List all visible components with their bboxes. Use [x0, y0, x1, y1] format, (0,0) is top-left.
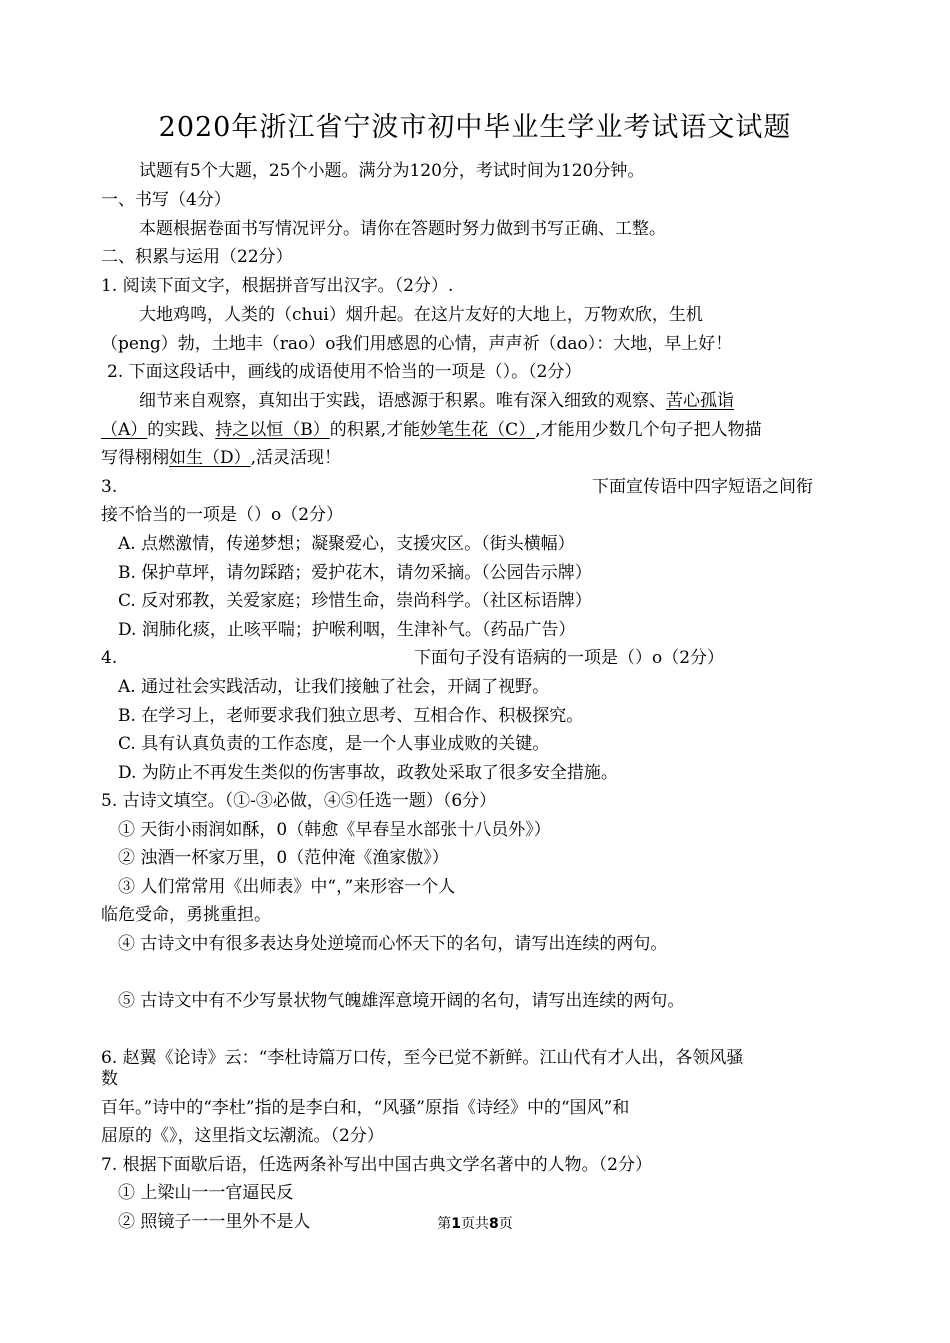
q4-number: 4. — [101, 648, 118, 668]
q5-item-1: ① 天街小雨润如酥，0（韩愈《早春呈水部张十八员外》） — [118, 820, 551, 840]
q2-idiom-d: 如生（D） — [169, 448, 251, 468]
section1-body: 本题根据卷面书写情况评分。请你在答题时努力做到书写正确、工整。 — [139, 219, 666, 239]
section2-heading: 二、积累与运用（22分） — [101, 247, 293, 267]
q2-passage-line2 — [101, 418, 762, 442]
q6-line2: 百年。”诗中的“李杜”指的是李白和，“风骚”原指《诗经》中的“国风”和 — [101, 1098, 630, 1118]
q3-number: 3. — [101, 477, 118, 497]
q2-passage-line1 — [139, 389, 734, 413]
q2-idiom-a-label: （A） — [101, 420, 148, 440]
q7-item-2: ② 照镜子一一里外不是人 — [118, 1212, 311, 1232]
q7-item-1: ① 上梁山一一官逼民反 — [118, 1183, 294, 1203]
q2-line3-text2: ,活灵活现！ — [250, 448, 342, 468]
intro-text: 试题有5个大题，25个小题。满分为120分，考试时间为120分钟。 — [139, 161, 645, 181]
footer-total-pages: 8 — [489, 1216, 499, 1232]
q6-line1: 6. 赵翼《论诗》云：“李杜诗篇万口传，至今已觉不新鲜。江山代有才人出，各领风骚 — [101, 1048, 744, 1068]
footer-prefix: 第 — [437, 1216, 452, 1232]
section1-heading: 一、书写（4分） — [101, 190, 231, 210]
q2-line2-text2: 的积累,才能 — [329, 420, 421, 440]
q6-line1-wrap: 数 — [101, 1069, 118, 1089]
q2-stem: 2. 下面这段话中，画线的成语使用不恰当的一项是（）。（2分） — [107, 362, 582, 382]
q3-option-c: C. 反对邪教，关爱家庭；珍惜生命，崇尚科学。（社区标语牌） — [118, 591, 592, 611]
q2-idiom-b: 持之以恒（B） — [215, 420, 330, 440]
q3-option-a: A. 点燃激情，传递梦想；凝聚爱心，支援灾区。（街头横幅） — [118, 534, 575, 554]
exam-title: 2020年浙江省宁波市初中毕业生学业考试语文试题 — [158, 112, 792, 143]
q3-stem-part2: 接不恰当的一项是（）o（2分） — [101, 505, 344, 525]
q6-line3: 屈原的《》，这里指文坛潮流。（2分） — [101, 1126, 384, 1146]
q3-option-d: D. 润肺化痰，止咳平喘；护喉利咽，生津补气。（药品广告） — [118, 620, 576, 640]
q2-line1-text: 细节来自观察，真知出于实践，语感源于积累。唯有深入细致的观察、 — [139, 391, 666, 411]
footer-page-number: 1 — [451, 1216, 461, 1232]
q2-idiom-c: 妙笔生花（C） — [420, 420, 536, 440]
q3-option-b: B. 保护草坪，请勿踩踏；爱护花木，请勿采摘。（公园告示牌） — [118, 563, 592, 583]
q4-option-a: A. 通过社会实践活动，让我们接触了社会，开阔了视野。 — [118, 677, 550, 697]
q1-text-line2: （peng）勃，土地丰（rao）o我们用感恩的心情，声声祈（dao）：大地，早上好！ — [101, 334, 733, 354]
q5-item-3: ③ 人们常常用《出师表》中“，”来形容一个人 — [118, 877, 456, 897]
q2-passage-line3 — [101, 446, 341, 470]
q2-line3-text1: 写得栩栩 — [101, 448, 169, 468]
q2-line2-text1: 的实践、 — [147, 420, 216, 440]
q5-item-2: ② 浊酒一杯家万里，0（范仲淹《渔家傲》） — [118, 848, 449, 868]
q5-stem: 5. 古诗文填空。（①-③必做，④⑤任选一题）（6分） — [101, 791, 497, 811]
q7-stem: 7. 根据下面歇后语，任选两条补写出中国古典文学名著中的人物。（2分） — [101, 1155, 652, 1175]
q5-item-5: ⑤ 古诗文中有不少写景状物气魄雄浑意境开阔的名句，请写出连续的两句。 — [118, 991, 685, 1011]
footer-middle: 页共 — [461, 1216, 489, 1232]
q5-item-4: ④ 古诗文中有很多表达身处逆境而心怀天下的名句，请写出连续的两句。 — [118, 934, 668, 954]
q3-stem-part1: 下面宣传语中四字短语之间衔 — [592, 477, 813, 497]
page-footer — [0, 1214, 950, 1234]
q4-stem: 下面句子没有语病的一项是（）o（2分） — [414, 648, 725, 668]
q4-option-b: B. 在学习上，老师要求我们独立思考、互相合作、积极探究。 — [118, 706, 584, 726]
q2-line2-text3: ,才能用少数几个句子把人物描 — [535, 420, 762, 440]
footer-suffix: 页 — [498, 1216, 513, 1232]
q5-item-3-cont: 临危受命，勇挑重担。 — [101, 905, 271, 925]
q1-stem: 1. 阅读下面文字，根据拼音写出汉字。（2分）. — [101, 276, 454, 296]
q4-option-d: D. 为防止不再发生类似的伤害事故，政教处采取了很多安全措施。 — [118, 763, 618, 783]
q1-text-line1: 大地鸡鸣，人类的（chui）烟升起。在这片友好的大地上，万物欢欣，生机 — [139, 305, 703, 325]
q4-option-c: C. 具有认真负责的工作态度，是一个人事业成败的关键。 — [118, 734, 550, 754]
q2-idiom-a: 苦心孤诣 — [666, 391, 734, 411]
